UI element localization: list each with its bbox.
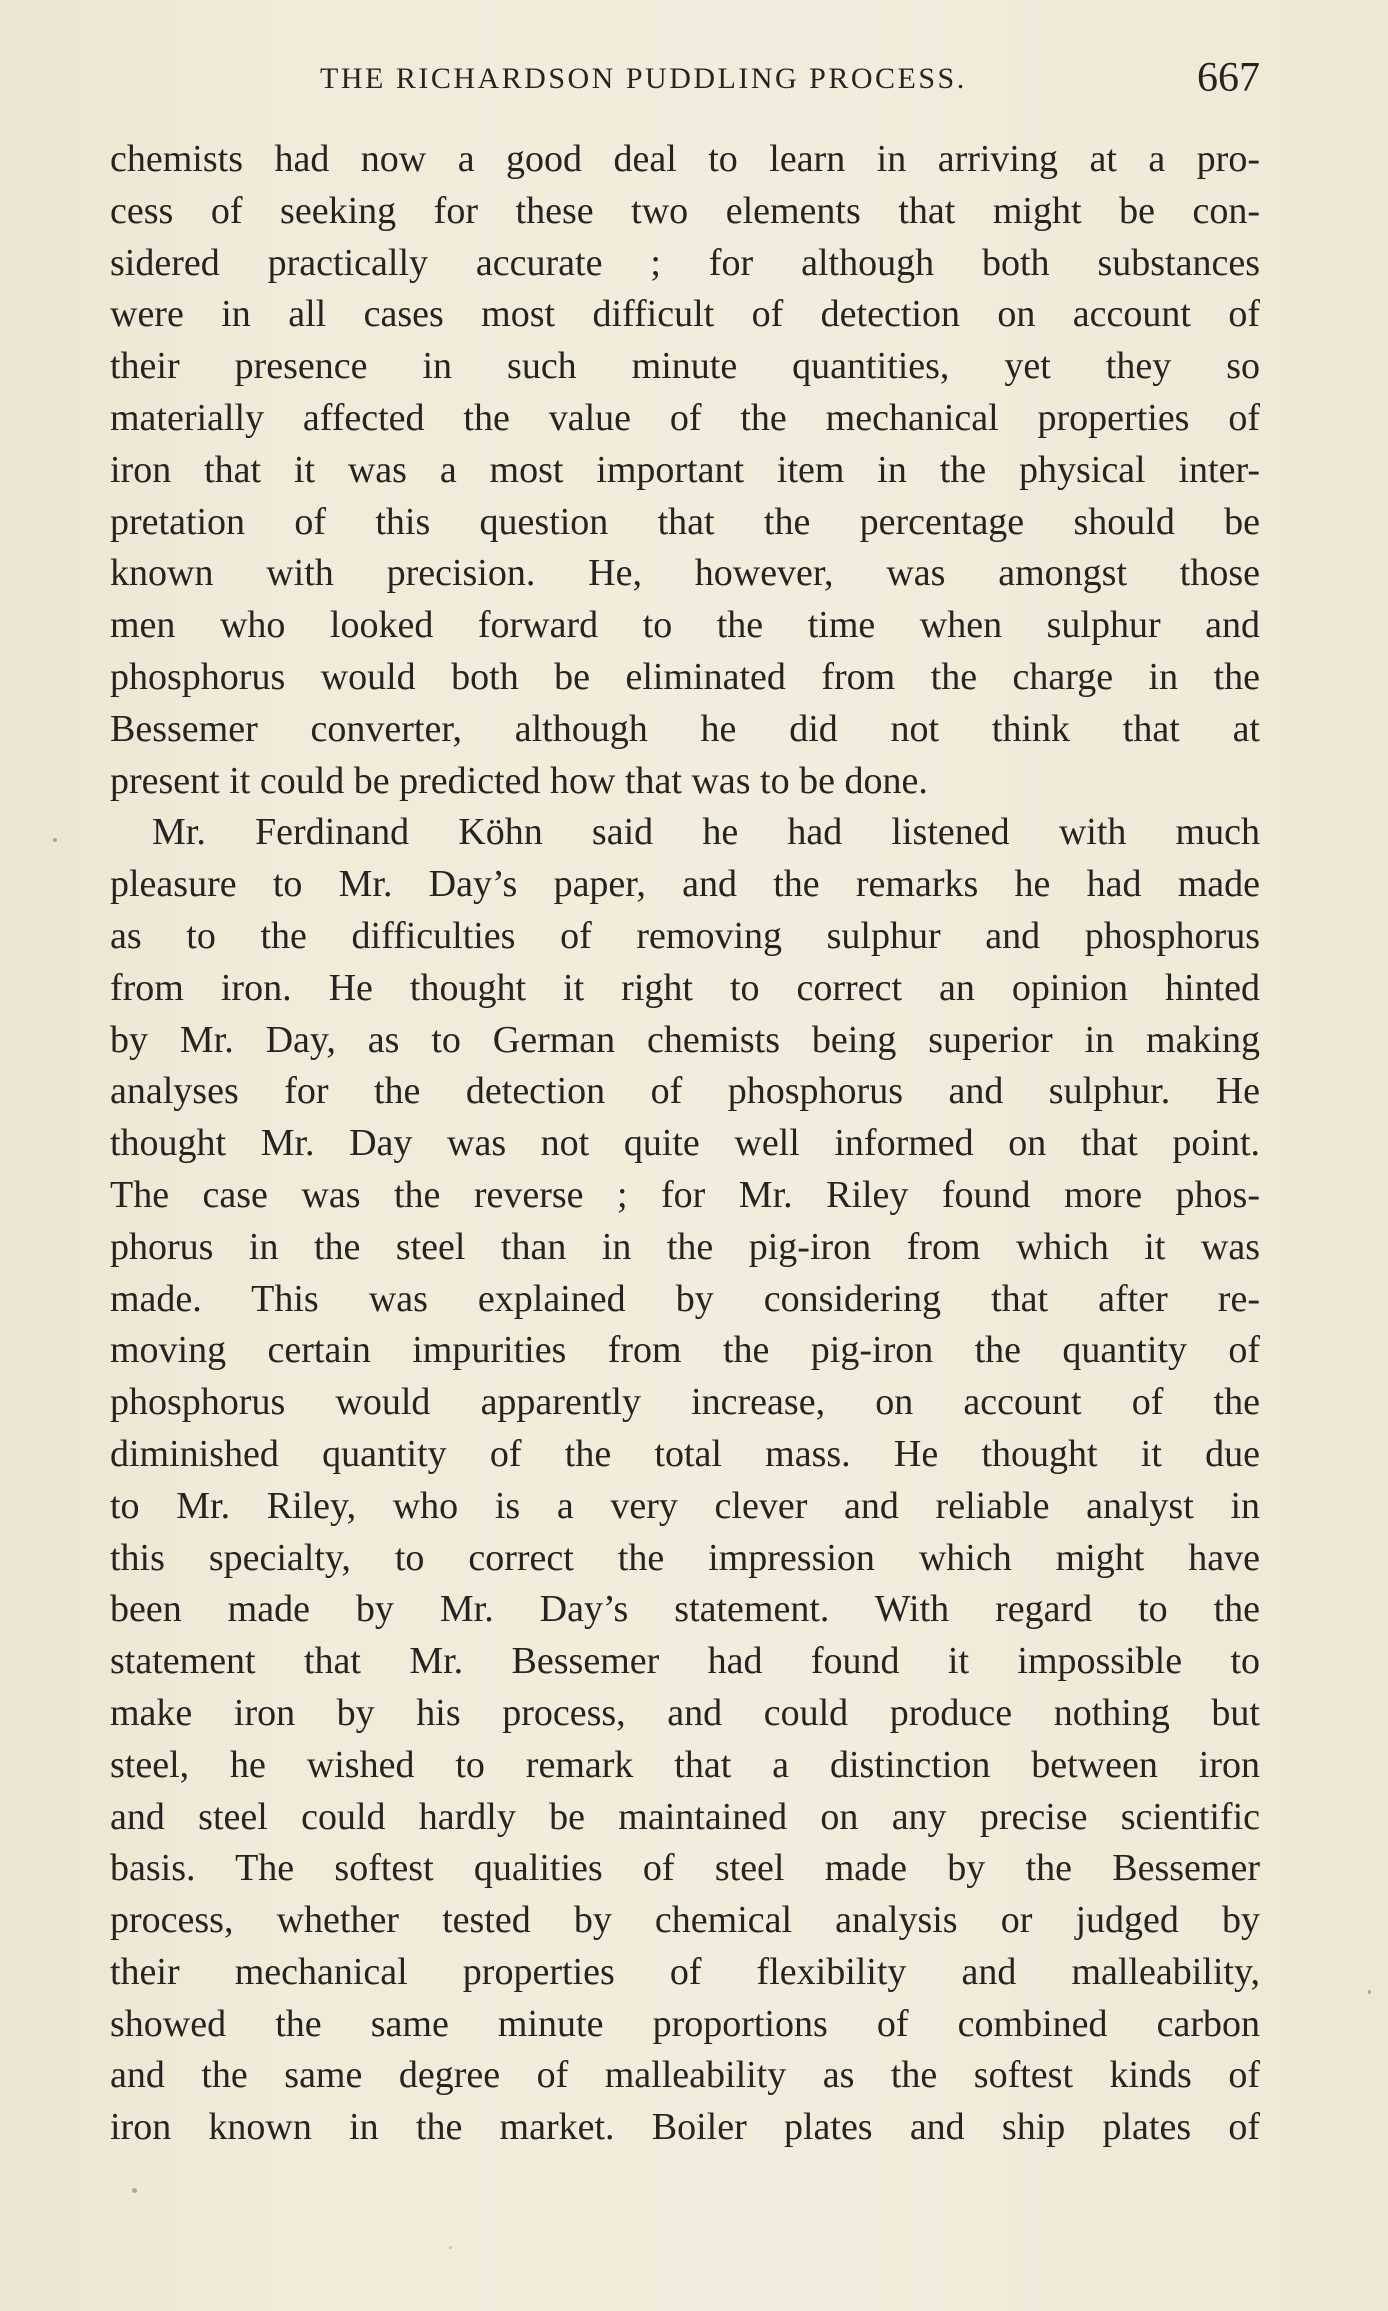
paper-speck [132, 2188, 137, 2193]
text-line: phosphorus would apparently increase, on account of the [110, 1381, 1260, 1424]
paper-speck [1368, 1990, 1371, 1994]
text-line: phosphorus would both be eliminated from the charge in the [110, 655, 1260, 698]
text-line: from iron. He thought it right to correct an opinion hinted [110, 966, 1260, 1009]
text-line: their presence in such minute quantities, yet they so [110, 345, 1260, 388]
text-line: process, whether tested by chemical analysis or judged by [110, 1899, 1260, 1942]
text-line: made. This was explained by considering that after re- [110, 1277, 1260, 1320]
body-text [110, 134, 1260, 2154]
text-line: Bessemer converter, although he did not think that at [110, 707, 1260, 750]
text-line: as to the difficulties of removing sulphur and phosphorus [110, 914, 1260, 957]
page-header [110, 54, 1260, 104]
text-line: steel, he wished to remark that a distinction between iron [110, 1743, 1260, 1786]
text-line: statement that Mr. Bessemer had found it impossible to [110, 1640, 1260, 1683]
paper-speck [53, 838, 57, 842]
paper-speck [449, 2246, 452, 2249]
text-line: pleasure to Mr. Day’s paper, and the remarks he had made [110, 863, 1260, 906]
text-line: basis. The softest qualities of steel made by the Bessemer [110, 1847, 1260, 1890]
text-line: sidered practically accurate ; for although both substances [110, 241, 1260, 284]
text-line: their mechanical properties of flexibility and malleability, [110, 1950, 1260, 1993]
paragraph-start-line: Mr. Ferdinand Köhn said he had listened with much [152, 811, 1260, 854]
text-line: to Mr. Riley, who is a very clever and reliable analyst in [110, 1484, 1260, 1527]
text-line: chemists had now a good deal to learn in arriving at a pro- [110, 138, 1260, 180]
text-line: materially affected the value of the mechanical properties of [110, 396, 1260, 439]
text-line: thought Mr. Day was not quite well informed on that point. [110, 1122, 1260, 1165]
text-line: showed the same minute proportions of combined carbon [110, 2002, 1260, 2045]
text-line: diminished quantity of the total mass. He thought it due [110, 1432, 1260, 1475]
text-line: and steel could hardly be maintained on any precise scientific [110, 1795, 1260, 1838]
page-number: 667 [1197, 55, 1260, 101]
text-line: pretation of this question that the percentage should be [110, 500, 1260, 543]
text-line: known with precision. He, however, was amongst those [110, 552, 1260, 595]
running-title: THE RICHARDSON PUDDLING PROCESS. [320, 62, 967, 95]
text-line: were in all cases most difficult of detection on account of [110, 293, 1260, 336]
text-line: been made by Mr. Day’s statement. With regard to the [110, 1588, 1260, 1631]
text-line: moving certain impurities from the pig-iron the quantity of [110, 1329, 1260, 1372]
text-line: make iron by his process, and could produce nothing but [110, 1691, 1260, 1734]
text-line: men who looked forward to the time when sulphur and [110, 604, 1260, 647]
text-line: phorus in the steel than in the pig-iron from which it was [110, 1225, 1260, 1268]
text-line: cess of seeking for these two elements that might be con- [110, 189, 1260, 232]
text-line: this specialty, to correct the impression which might have [110, 1536, 1260, 1579]
text-line: analyses for the detection of phosphorus and sulphur. He [110, 1070, 1260, 1113]
text-line: by Mr. Day, as to German chemists being superior in making [110, 1018, 1260, 1061]
text-line: The case was the reverse ; for Mr. Riley found more phos- [110, 1173, 1260, 1216]
text-line: iron that it was a most important item in the physical inter- [110, 448, 1260, 491]
text-line: iron known in the market. Boiler plates and ship plates of [110, 2106, 1260, 2149]
paragraph-end-line: present it could be predicted how that was to be done. [110, 759, 928, 802]
text-line: and the same degree of malleability as the softest kinds of [110, 2054, 1260, 2097]
